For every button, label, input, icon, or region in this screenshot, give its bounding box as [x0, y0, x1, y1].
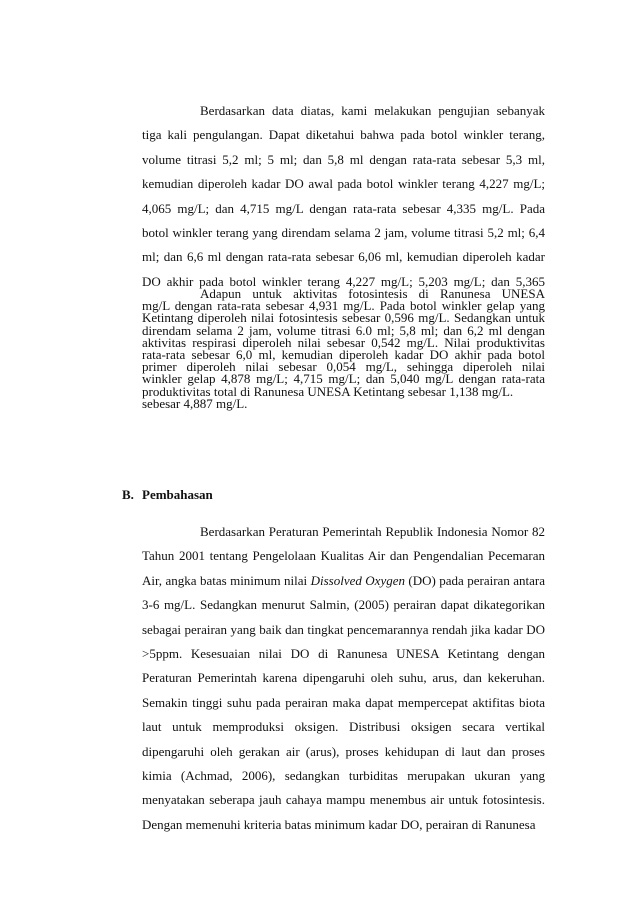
discussion-text-rest: (DO) pada perairan antara 3-6 mg/L. Sedangkan menurut Salmin, (2005) perairan dapat dikategorikan sebagai perairan yang baik dan tingkat pencemarannya rendah jika kadar DO >5ppm. Kesesuaian nilai DO di Ranunesa UNESA Ketintang dengan Peraturan Pemerintah karena dipengaruhi oleh suhu, arus, dan kekeruhan. Semakin tinggi suhu pada perairan maka dapat mempercepat aktifitas biota laut untuk memproduksi oksigen. Distribusi oksigen secara vertikal dipengaruhi oleh gerakan air (arus), proses kehidupan di laut dan proses kimia (Achmad, 2006), sedangkan turbiditas merupakan ukuran yang menyatakan seberapa jauh cahaya mampu menembus air untuk fotosintesis. Dengan memenuhi kriteria batas minimum kadar DO, perairan di Ranunesa	[142, 572, 545, 832]
results-paragraph-2-text: Adapun untuk aktivitas fotosintesis di Ranunesa UNESA Ketintang diperoleh nilai fotosintesis sebesar 0,596 mg/L. Sedangkan untuk aktivitas respirasi diperoleh nilai sebesar 0,542 mg/L. Nilai produktivitas primer diperoleh nilai sebesar 0,054 mg/L, sehingga diperoleh nilai produktivitas total di Ranunesa UNESA Ketintang sebesar 1,138 mg/L.	[142, 286, 545, 399]
discussion-paragraph	[142, 520, 545, 837]
section-heading-pembahasan	[122, 483, 213, 507]
discussion-italic-term: Dissolved Oxygen	[310, 572, 405, 588]
results-paragraph-2	[142, 282, 545, 404]
section-title: Pembahasan	[142, 487, 213, 502]
section-letter: B.	[122, 487, 134, 502]
results-paragraph-1-text: Berdasarkan data diatas, kami melakukan pengujian sebanyak tiga kali pengulangan. Dapat diketahui bahwa pada botol winkler terang, volume titrasi 5,2 ml; 5 ml; dan 5,8 ml dengan rata-rata sebesar 5,3 ml, kemudian diperoleh kadar DO awal pada botol winkler terang 4,227 mg/L; 4,065 mg/L; dan 4,715 mg/L dengan rata-rata sebesar 4,335 mg/L. Pada botol winkler terang yang direndam selama 2 jam, volume titrasi 5,2 ml; 6,4 ml; dan 6,6 ml dengan rata-rata sebesar 6,06 ml, kemudian diperoleh kadar DO akhir pada botol winkler terang 4,227 mg/L; 5,203 mg/L; dan 5,365 mg/L dengan rata-rata sebesar 4,931 mg/L. Pada botol winkler gelap yang direndam selama 2 jam, volume titrasi 6.0 ml; 5,8 ml; dan 6,2 ml dengan rata-rata sebesar 6,0 ml, kemudian diperoleh kadar DO akhir pada botol winkler gelap 4,878 mg/L; 4,715 mg/L; dan 5,040 mg/L dengan rata-rata sebesar 4,887 mg/L.	[142, 103, 545, 411]
discussion-text-start: Berdasarkan Peraturan Pemerintah Republik Indonesia Nomor 82 Tahun 2001 tentang Pengelolaan Kualitas Air dan Pengendalian Pecemaran Air, angka batas minimum nilai	[142, 524, 545, 588]
